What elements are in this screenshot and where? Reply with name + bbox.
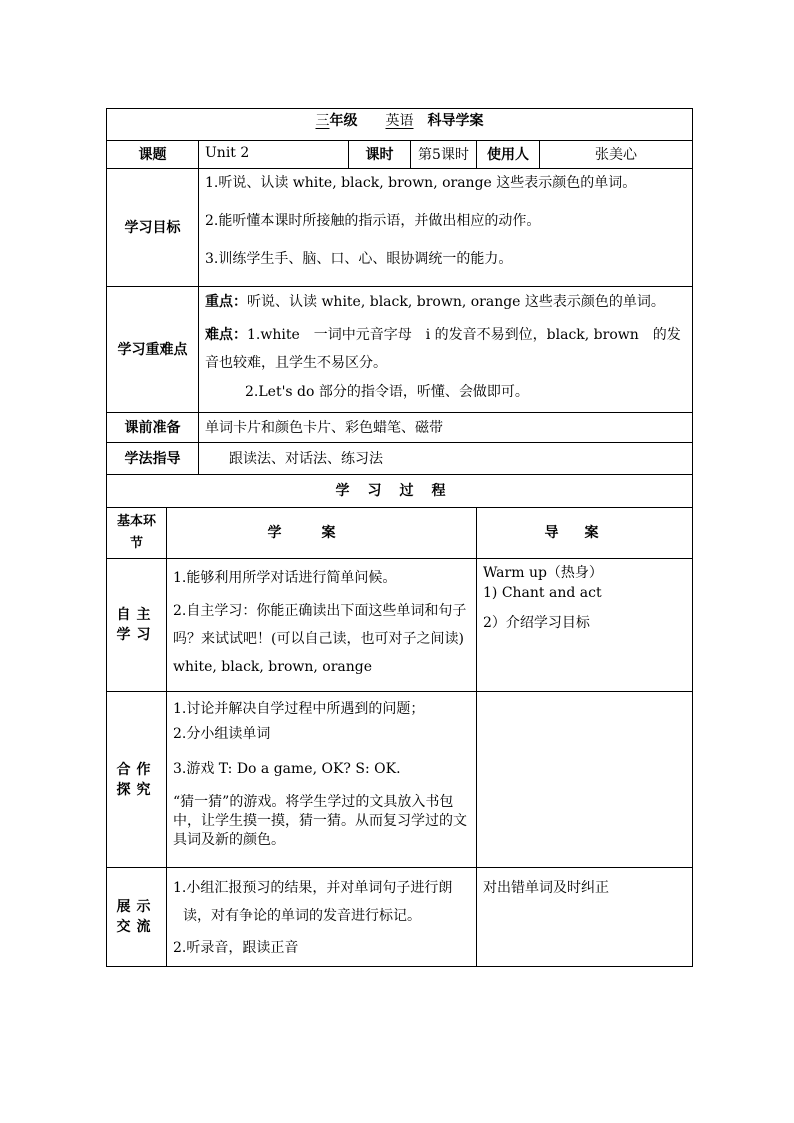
topic-value: Unit 2	[199, 141, 349, 169]
guide-item: Warm up（热身）	[483, 565, 603, 581]
plan-self-study	[167, 559, 477, 692]
plan-presentation	[167, 868, 477, 967]
goal-item: 2.能听懂本课时所接触的指示语，并做出相应的动作。	[205, 213, 541, 229]
guide-column-header: 导案	[477, 508, 693, 559]
plan-item: 1.讨论并解决自学过程中所遇到的问题；	[173, 701, 425, 717]
difficulty-text-2: 2.Let's do 部分的指令语，听懂、会做即可。	[245, 384, 529, 400]
prep-value: 单词卡片和颜色卡片、彩色蜡笔、磁带	[199, 413, 693, 443]
stage-column-header: 基本环节	[107, 508, 167, 559]
process-heading: 学习过程	[107, 475, 693, 508]
lesson-plan-table	[106, 108, 693, 967]
plan-item: 2.分小组读单词	[173, 726, 271, 742]
method-label: 学法指导	[107, 443, 199, 475]
goals-content	[199, 169, 693, 287]
period-label: 课时	[349, 141, 411, 169]
title-subject: 英语	[385, 113, 414, 129]
keypoints-label: 学习重难点	[107, 287, 199, 413]
title-grade: 三	[315, 113, 330, 129]
plan-item: 2.自主学习：你能正确读出下面这些单词和句子吗？来试试吧！(可以自己读，也可对子之间读) white, black, brown, orange	[173, 603, 467, 675]
plan-cooperation	[167, 692, 477, 868]
topic-label: 课题	[107, 141, 199, 169]
document-title	[107, 109, 693, 141]
stage-cooperation: 合作探究	[107, 692, 167, 868]
plan-column-header: 学案	[167, 508, 477, 559]
focus-text: 听说、认读 white, black, brown, orange 这些表示颜色的单词。	[247, 294, 665, 310]
plan-item: 2.听录音，跟读正音	[173, 940, 299, 956]
guide-item: 对出错单词及时纠正	[483, 880, 609, 896]
difficulty-text: 1.white 一词中元音字母 i 的发音不易到位，black, brown 的发音也较难，且学生不易区分。	[205, 327, 681, 371]
title-grade-suffix: 年级	[329, 113, 358, 129]
guide-cooperation	[477, 692, 693, 868]
goals-label: 学习目标	[107, 169, 199, 287]
guide-item: 1) Chant and act	[483, 585, 602, 601]
goal-item: 3.训练学生手、脑、口、心、眼协调统一的能力。	[205, 251, 513, 267]
period-value: 第5课时	[411, 141, 477, 169]
user-value: 张美心	[540, 141, 693, 169]
method-value: 跟读法、对话法、练习法	[199, 443, 693, 475]
guide-presentation	[477, 868, 693, 967]
guide-item: 2）介绍学习目标	[483, 615, 590, 631]
stage-self-study: 自主学习	[107, 559, 167, 692]
difficulty-label: 难点：	[205, 327, 247, 343]
title-suffix: 科导学案	[427, 113, 484, 129]
goal-item: 1.听说、认读 white, black, brown, orange 这些表示颜色的单词。	[205, 175, 637, 191]
plan-item: 1.能够利用所学对话进行简单问候。	[173, 570, 397, 586]
keypoints-content	[199, 287, 693, 413]
guide-self-study	[477, 559, 693, 692]
prep-label: 课前准备	[107, 413, 199, 443]
plan-item: 1.小组汇报预习的结果，并对单词句子进行朗读，对有争论的单词的发音进行标记。	[173, 880, 453, 924]
stage-presentation: 展示交流	[107, 868, 167, 967]
plan-item: “猜一猜”的游戏。将学生学过的文具放入书包中，让学生摸一摸，猜一猜。从而复习学过的文具词及新的颜色。	[173, 794, 467, 848]
plan-item: 3.游戏 T: Do a game, OK? S: OK.	[173, 761, 401, 777]
user-label: 使用人	[477, 141, 540, 169]
focus-label: 重点：	[205, 294, 247, 310]
